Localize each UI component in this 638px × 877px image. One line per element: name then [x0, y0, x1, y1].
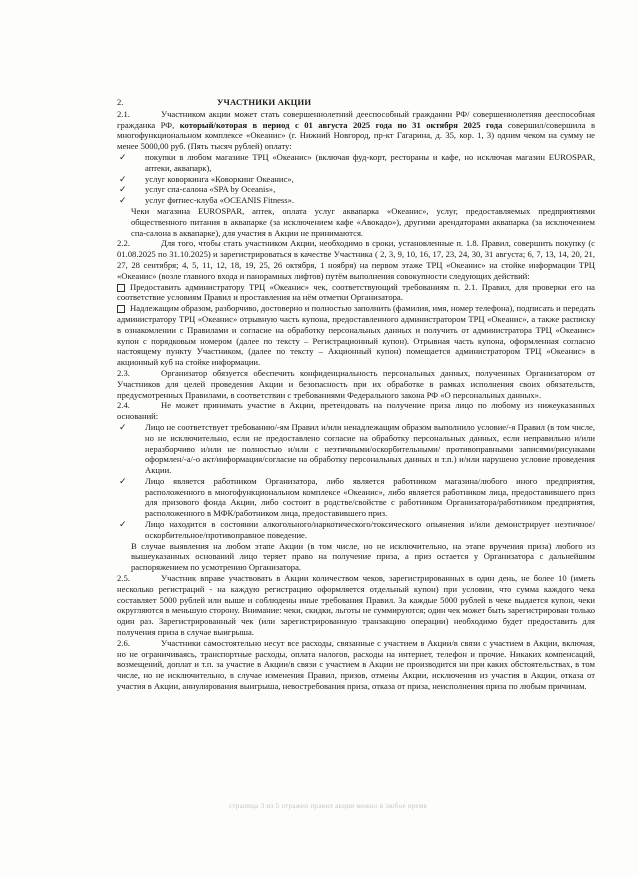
list-item-text: Лицо не соответствует требованию/-ям Правил и/или ненадлежащим образом выполнило условие/-я Правил (в том числе, но не исключительно, если не предоставлено согласие на обработку персональных данных, если неправильно и/или неразборчиво и/или не полностью и/или с неэтичными/оскорбительными/ противоправными записями/рисунками оформлен/-а/-о акт/информация/согласие на обработку персональных данных и т.п.) и/или нарушено условие проведения Акции. [145, 421, 595, 476]
clause-text: Организатор обязуется обеспечить конфиденциальность персональных данных, полученных Организатором от Участников для целей проведения Акции и безопасность при их обработке в рамках исполнения своих обязательств, предусмотренных Правилами, в соответствии с требованиями Федерального закона РФ «О персональных данных». [117, 367, 595, 400]
checkmark-icon: ✓ [119, 173, 127, 184]
clause-text: Участник вправе участвовать в Акции количеством чеков, зарегистрированных в один день, не более 10 (иметь несколько регистраций - на каждую регистрацию оформляется отдельный купон) при условии, что сумма каждого чека составляет 5000 рублей или выше и соблюдены иные требования Правил. За каждые 5000 рублей в чеке выдается купон, чеки округляются в меньшую сторону. Внимание: чеки, скидки, льготы не суммируются; один чек может быть зарегистрирован только один раз. Зарегистрированный чек (или зарегистрированную транзакцию операции) необходимо будет предоставить для получения приза в случае выигрыша. [117, 573, 595, 638]
section-title: УЧАСТНИКИ АКЦИИ [217, 97, 312, 107]
clause-2-1 [117, 109, 595, 152]
list-item [117, 476, 595, 519]
clause-text: Не может принимать участие в Акции, претендовать на получение приза лицо по любому из нижеуказанных оснований: [117, 400, 595, 422]
clause-number: 2.6. [117, 637, 130, 648]
document-body [117, 97, 595, 692]
list-item [117, 282, 595, 304]
list-item [117, 519, 595, 541]
section-heading [117, 97, 595, 108]
section-number: 2. [117, 97, 124, 107]
checkmark-icon: ✓ [119, 195, 127, 206]
clause-text: В случае выявления на любом этапе Акции (в том числе, но не исключительно, на этапе вручения приза) любого из вышеуказанных оснований лицо теряет право на получение приза, а приз остается у Организатора с дальнейшим распоряжением по усмотрению Организатора. [131, 540, 595, 573]
list-item-text: услуг фитнес-клуба «OCEANIS Fitness». [145, 195, 295, 206]
list-item-text: покупки в любом магазине ТРЦ «Океанис» (включая фуд-корт, рестораны и кафе, но исключая магазин EUROSPAR, аптеки, аквапарк), [145, 151, 595, 173]
checkmark-icon: ✓ [119, 151, 127, 162]
clause-text: Чеки магазина EUROSPAR, аптек, оплата услуг аквапарка «Океанис», услуг, предоставляемых предприятиями общественного питания в аквапарке (за исключением кафе «Авокадо»), другими арендаторами аквапарка (за исключением спа-салона в аквапарке), для участия в Акции не принимаются. [131, 205, 595, 238]
list-item-text: Лицо находится в состоянии алкогольного/наркотического/токсического опьянения и/или демонстрирует неэтичное/оскорбительное/противоправное поведение. [145, 519, 595, 540]
list-item-text: услуг спа-салона «SPA by Oceanis», [145, 184, 276, 195]
clause-number: 2.2. [117, 238, 130, 249]
list-item [117, 195, 595, 206]
list-item [117, 303, 595, 368]
clause-2-3 [117, 368, 595, 400]
clause-2-2 [117, 238, 595, 281]
clause-text: Участником акции может стать совершеннолетний дееспособный гражданин РФ/ совершеннолетняя дееспособная гражданка РФ, [117, 108, 595, 130]
clause-2-4 [117, 400, 595, 422]
list-item [117, 152, 595, 174]
clause-2-6 [117, 638, 595, 692]
clause-number: 2.5. [117, 573, 130, 584]
list-item [117, 174, 595, 185]
list-item [117, 184, 595, 195]
checkmark-icon: ✓ [119, 184, 127, 195]
list-item-text: Лицо является работником Организатора, либо является работником магазина/любого иного предприятия, расположенного в многофункциональном комплексе «Океанис», либо является работником лица, предоставившего приз для призового фонда Акции, либо состоит в родстве/свойстве с работником Организатора/работником предприятия, расположенного в МФК/работником лица, предоставившего приз. [145, 475, 595, 519]
list-item-text: Надлежащим образом, разборчиво, достоверно и полностью заполнить (фамилия, имя, номер телефона), подписать и передать администратору ТРЦ «Океанис» отрывную часть купона, предоставленного администратором ТРЦ «Океанис», а также расписку в ознакомлении с Правилами и согласие на обработку персональных данных и получить от администратора ТРЦ «Океанис» купон с порядковым номером (далее по тексту – Регистрационный купон). Отрывная часть купона, оформленная согласно настоящему пункту Участником, (далее по тексту – Акционный купон) помещается администратором ТРЦ «Океанис» в акционный куб на стойке информации. [117, 303, 595, 368]
list-item-text: услуг коворкинга «Коворкинг Океанис», [145, 173, 294, 184]
list-item-text: Предоставить администратору ТРЦ «Океанис» чек, соответствующий требованиям п. 2.1. Правил, для проверки его на соответствие условиям Правил и проставления на нём отметки Организатора. [117, 281, 595, 303]
list-item [117, 422, 595, 476]
clause-number: 2.3. [117, 367, 130, 378]
clause-text: совершил/совершила в многофункциональном комплексе «Океанис» (г. Нижний Новгород, пр-кт Гагарина, д. 35, кор. 1, 3) одним чеком на сумму не менее 5000,00 руб. (Пять тысяч рублей) оплату: [117, 119, 596, 152]
clause-text: Для того, чтобы стать участником Акции, необходимо в сроки, установленные п. 1.8. Правил, совершить покупку (с 01.08.2025 по 31.10.2025) и зарегистрироваться в качестве Участника ( 2, 3, 9, 10, 16, 17, 23, 24, 30, 31 августа; 6, 7, 13, 14, 20, 21, 27, 28 сентября; 4, 5, 11, 12, 18, 19, 25, 26 октября, 1 ноября) на первом этаже ТРЦ «Океанис» на стойке информации ТРЦ «Океанис» (возле главного входа и панорамных лифтов) путём выполнения совокупности следующих действий: [117, 238, 595, 281]
checkmark-icon: ✓ [119, 475, 127, 486]
checkbox-square-icon [117, 284, 125, 292]
clause-2-5 [117, 573, 595, 638]
checkbox-square-icon [117, 305, 125, 313]
clause-bold-text: который/которая в период с 01 августа 2025 года по 31 октября 2025 года [179, 119, 503, 130]
clause-text: Участники самостоятельно несут все расходы, связанные с участием в Акции/в связи с участием в Акции, включая, но не ограничиваясь, транспортные расходы, оплата налогов, расходы на интернет, телефон и прочие. Никаких компенсаций, возмещений, доплат и т.п. за участие в Акции/в связи с участием в Акции не производится ни при каких обстоятельствах, в том числе, но не исключительно, в случае изменения Правил, призов, отмены Акции, исключения из участия в Акции, отказа от участия в Акции, аннулирования выигрыша, невостребования приза, отказа от приза, неисполнения приза по любым причинам. [117, 637, 595, 692]
checkmark-icon: ✓ [119, 519, 127, 530]
clause-number: 2.4. [117, 400, 130, 411]
clause-number: 2.1. [117, 108, 130, 119]
page-footer: страница 3 из 5 отражен правил акции можно в любое время [228, 802, 428, 810]
checkmark-icon: ✓ [119, 421, 127, 432]
